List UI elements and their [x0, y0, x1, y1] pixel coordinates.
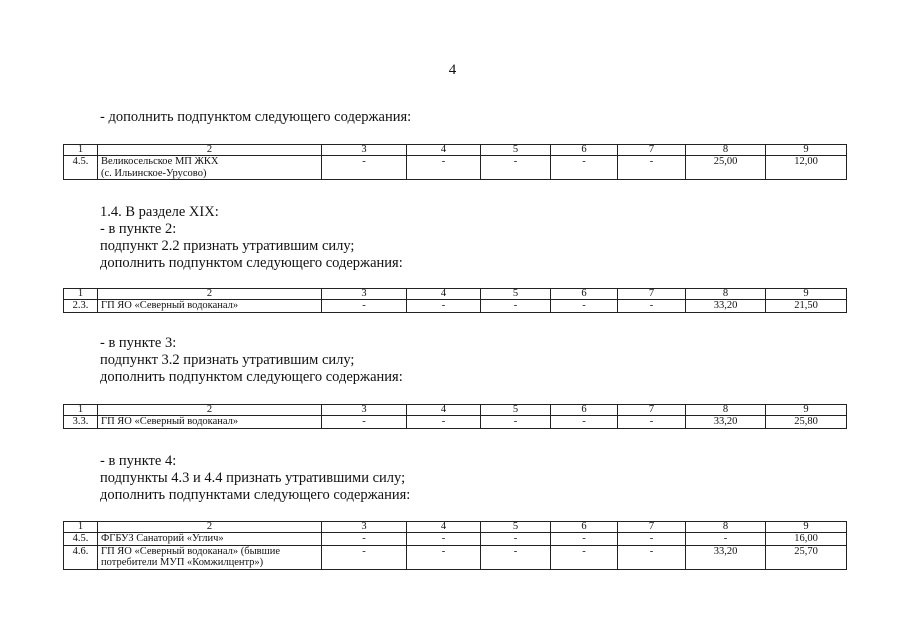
header-cell: 7	[618, 522, 686, 533]
table-header-row	[64, 522, 847, 533]
header-cell: 4	[407, 289, 481, 300]
row-number: 4.5.	[64, 156, 98, 180]
paragraph-line: дополнить подпунктами следующего содержания:	[100, 487, 411, 503]
header-cell: 8	[686, 145, 766, 156]
header-cell: 2	[98, 405, 322, 416]
header-cell: 6	[551, 145, 618, 156]
header-cell: 1	[64, 522, 98, 533]
org-name-line: потребители МУП «Комжилцентр»)	[101, 557, 264, 568]
org-name	[98, 300, 322, 313]
header-cell: 4	[407, 145, 481, 156]
header-cell: 1	[64, 289, 98, 300]
paragraph-line: подпункты 4.3 и 4.4 признать утратившими силу;	[100, 470, 406, 486]
paragraph-line: подпункт 2.2 признать утратившим силу;	[100, 238, 355, 254]
paragraph-line: - в пункте 3:	[100, 335, 177, 351]
cell-col3: -	[322, 156, 407, 180]
table-row	[64, 300, 847, 313]
cell-col5: -	[481, 156, 551, 180]
cell-col7: -	[618, 545, 686, 569]
cell-col8: 33,20	[686, 416, 766, 429]
cell-col4: -	[407, 533, 481, 546]
org-name-line: ГП ЯО «Северный водоканал» (бывшие	[101, 545, 280, 557]
org-name-line: Великосельское МП ЖКХ	[101, 156, 219, 167]
cell-col3: -	[322, 533, 407, 546]
paragraph-2	[100, 204, 403, 272]
cell-col7: -	[618, 533, 686, 546]
cell-col8: -	[686, 533, 766, 546]
org-name-line: (с. Ильинское-Урусово)	[101, 167, 207, 179]
table-header-row	[64, 145, 847, 156]
header-cell: 5	[481, 405, 551, 416]
org-name	[98, 545, 322, 569]
cell-col8: 33,20	[686, 300, 766, 313]
cell-col9: 25,80	[766, 416, 847, 429]
cell-col4: -	[407, 156, 481, 180]
header-cell: 6	[551, 522, 618, 533]
header-cell: 9	[766, 145, 847, 156]
table-row	[64, 156, 847, 180]
header-cell: 3	[322, 145, 407, 156]
paragraph-line: подпункт 3.2 признать утратившим силу;	[100, 352, 355, 368]
header-cell: 7	[618, 289, 686, 300]
table-header-row	[64, 289, 847, 300]
header-cell: 8	[686, 405, 766, 416]
cell-col3: -	[322, 416, 407, 429]
org-name-line: ФГБУЗ Санаторий «Углич»	[101, 533, 224, 544]
header-cell: 8	[686, 522, 766, 533]
header-cell: 1	[64, 145, 98, 156]
cell-col3: -	[322, 300, 407, 313]
header-cell: 2	[98, 522, 322, 533]
header-cell: 2	[98, 289, 322, 300]
row-number: 4.6.	[64, 545, 98, 569]
cell-col6: -	[551, 533, 618, 546]
header-cell: 9	[766, 522, 847, 533]
paragraph-line: - в пункте 4:	[100, 453, 177, 469]
org-name-line: ГП ЯО «Северный водоканал»	[101, 300, 239, 311]
paragraph-4	[100, 453, 410, 504]
header-cell: 5	[481, 522, 551, 533]
paragraph-line: дополнить подпунктом следующего содержания:	[100, 369, 403, 385]
cell-col9: 16,00	[766, 533, 847, 546]
header-cell: 9	[766, 405, 847, 416]
cell-col4: -	[407, 545, 481, 569]
row-number: 2.3.	[64, 300, 98, 313]
cell-col3: -	[322, 545, 407, 569]
cell-col5: -	[481, 545, 551, 569]
table-2	[63, 288, 847, 313]
table-1	[63, 144, 847, 180]
paragraph-line: 1.4. В разделе XIX:	[100, 204, 219, 220]
header-cell: 8	[686, 289, 766, 300]
org-name	[98, 156, 322, 180]
cell-col6: -	[551, 416, 618, 429]
cell-col6: -	[551, 300, 618, 313]
table-row	[64, 545, 847, 569]
table-header-row	[64, 405, 847, 416]
cell-col9: 12,00	[766, 156, 847, 180]
table-row	[64, 416, 847, 429]
cell-col6: -	[551, 545, 618, 569]
org-name-line: ГП ЯО «Северный водоканал»	[101, 416, 239, 427]
table-row	[64, 533, 847, 546]
header-cell: 1	[64, 405, 98, 416]
cell-col5: -	[481, 416, 551, 429]
paragraph-1	[100, 109, 411, 126]
cell-col8: 33,20	[686, 545, 766, 569]
header-cell: 9	[766, 289, 847, 300]
header-cell: 5	[481, 145, 551, 156]
header-cell: 7	[618, 405, 686, 416]
cell-col6: -	[551, 156, 618, 180]
header-cell: 2	[98, 145, 322, 156]
cell-col8: 25,00	[686, 156, 766, 180]
cell-col7: -	[618, 156, 686, 180]
header-cell: 4	[407, 522, 481, 533]
header-cell: 3	[322, 289, 407, 300]
table-3	[63, 404, 847, 429]
paragraph-line: дополнить подпунктом следующего содержания:	[100, 255, 403, 271]
cell-col9: 25,70	[766, 545, 847, 569]
row-number: 4.5.	[64, 533, 98, 546]
org-name	[98, 533, 322, 546]
table-4	[63, 521, 847, 570]
cell-col5: -	[481, 300, 551, 313]
paragraph-line: - в пункте 2:	[100, 221, 177, 237]
header-cell: 3	[322, 405, 407, 416]
paragraph-3	[100, 335, 403, 386]
cell-col4: -	[407, 300, 481, 313]
cell-col9: 21,50	[766, 300, 847, 313]
header-cell: 7	[618, 145, 686, 156]
cell-col7: -	[618, 300, 686, 313]
header-cell: 3	[322, 522, 407, 533]
cell-col5: -	[481, 533, 551, 546]
cell-col7: -	[618, 416, 686, 429]
header-cell: 6	[551, 405, 618, 416]
header-cell: 5	[481, 289, 551, 300]
page-number: 4	[448, 62, 457, 78]
cell-col4: -	[407, 416, 481, 429]
header-cell: 6	[551, 289, 618, 300]
paragraph-line: - дополнить подпунктом следующего содержания:	[100, 109, 412, 125]
org-name	[98, 416, 322, 429]
header-cell: 4	[407, 405, 481, 416]
row-number: 3.3.	[64, 416, 98, 429]
